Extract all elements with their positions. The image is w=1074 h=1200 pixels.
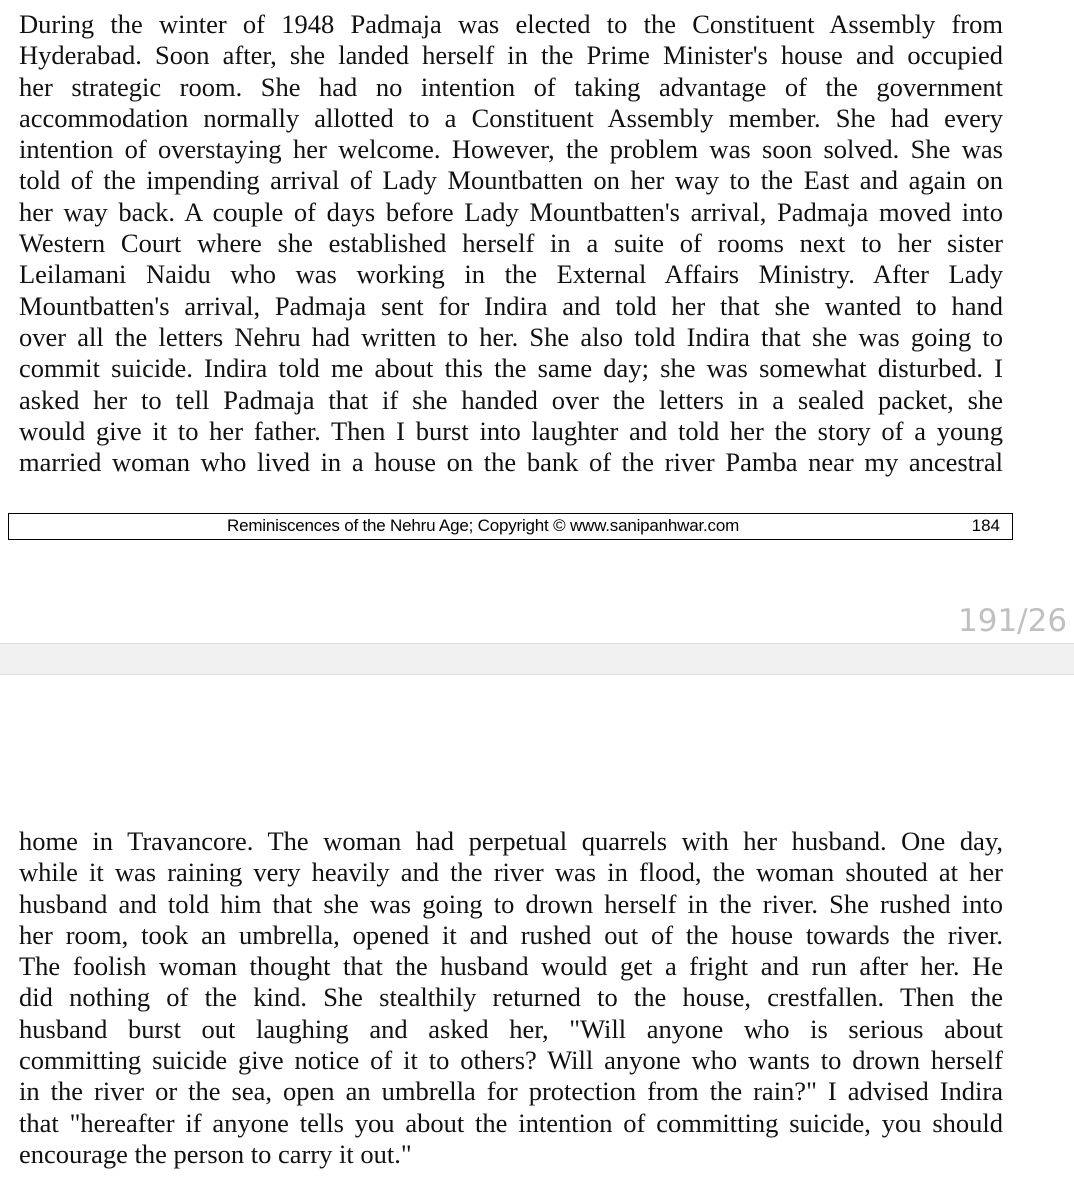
text-line: would give it to her father. Then I burst into laughter and told her the story of a young — [19, 415, 1003, 446]
text-line: Mountbatten's arrival, Padmaja sent for Indira and told her that she wanted to hand — [19, 290, 1003, 321]
text-line: over all the letters Nehru had written to her. She also told Indira that she was going to — [19, 321, 1003, 352]
page-footer — [8, 513, 1013, 540]
text-line: that "hereafter if anyone tells you about the intention of committing suicide, you should — [19, 1107, 1003, 1138]
text-line: told of the impending arrival of Lady Mountbatten on her way to the East and again on — [19, 165, 1003, 196]
text-line: did nothing of the kind. She stealthily returned to the house, crestfallen. Then the — [19, 982, 1003, 1013]
page-counter: 191/26 — [958, 603, 1068, 639]
text-line: asked her to tell Padmaja that if she handed over the letters in a sealed packet, she — [19, 384, 1003, 415]
text-line: her way back. A couple of days before Lady Mountbatten's arrival, Padmaja moved into — [19, 196, 1003, 227]
page-separator-band — [0, 643, 1074, 675]
text-line: accommodation normally allotted to a Constituent Assembly member. She had every — [19, 102, 1003, 133]
text-line: her room, took an umbrella, opened it and rushed out of the house towards the river. — [19, 919, 1003, 950]
text-line: Leilamani Naidu who was working in the External Affairs Ministry. After Lady — [19, 259, 1003, 290]
text-line: During the winter of 1948 Padmaja was elected to the Constituent Assembly from — [19, 9, 1003, 39]
text-line: in the river or the sea, open an umbrella for protection from the rain?" I advised Indira — [19, 1076, 1003, 1107]
text-line: The foolish woman thought that the husband would get a fright and run after her. He — [19, 951, 1003, 982]
text-line: husband and told him that she was going to drown herself in the river. She rushed into — [19, 888, 1003, 919]
footer-page-number: 184 — [971, 516, 1000, 535]
text-line: while it was raining very heavily and the river was in flood, the woman shouted at her — [19, 857, 1003, 888]
page-185-body-text — [19, 826, 1003, 1170]
text-line: commit suicide. Indira told me about this the same day; she was somewhat disturbed. I — [19, 353, 1003, 384]
text-line: committing suicide give notice of it to others? Will anyone who wants to drown herself — [19, 1045, 1003, 1076]
footer-title: Reminiscences of the Nehru Age; Copyright © www.sanipanhwar.com — [227, 516, 740, 535]
text-line: intention of overstaying her welcome. However, the problem was soon solved. She was — [19, 134, 1003, 165]
text-line: home in Travancore. The woman had perpetual quarrels with her husband. One day, — [19, 826, 1003, 856]
text-line: married woman who lived in a house on the bank of the river Pamba near my ancestral — [19, 447, 1003, 478]
text-line: Hyderabad. Soon after, she landed herself in the Prime Minister's house and occupied — [19, 40, 1003, 71]
text-line: her strategic room. She had no intention of taking advantage of the government — [19, 71, 1003, 102]
page-184-body-text — [19, 9, 1003, 478]
text-line: Western Court where she established herself in a suite of rooms next to her sister — [19, 228, 1003, 259]
text-line: husband burst out laughing and asked her, "Will anyone who is serious about — [19, 1013, 1003, 1044]
text-line: encourage the person to carry it out." — [19, 1138, 412, 1169]
